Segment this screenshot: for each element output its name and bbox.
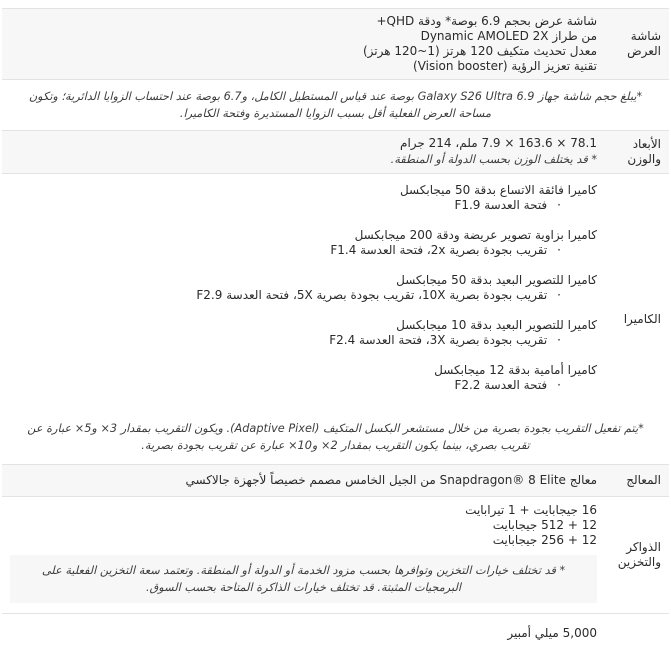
camera-item: [12, 273, 597, 303]
row-label-display: شاشة العرض: [627, 29, 661, 58]
row-dimensions: [2, 131, 669, 174]
camera-specs: [2, 174, 669, 393]
battery-value: 5,000 ميلي أمبير: [507, 626, 597, 640]
memory-option: 12 + 256 جيجابايت: [492, 533, 597, 547]
row-label-dimensions: الأبعاد والوزن: [627, 137, 661, 166]
row-battery: [2, 614, 669, 648]
memory-note-box: * قد تختلف خيارات التخزين وتوافرها بحسب مزود الخدمة أو الدولة أو المنطقة. وتعتمد سعة التخزين الفعلية على البرمجيات المثبتة. قد تختلف خيارات الذاكرة المتاحة بحسب السوق.: [10, 555, 597, 603]
dimensions-note: * قد يختلف الوزن بحسب الدولة أو المنطقة.: [390, 153, 597, 166]
battery-specs: [2, 614, 669, 648]
camera-item-bullet: · تقريب بجودة بصرية 3X، فتحة العدسة F2.4: [12, 333, 597, 348]
row-memory: [2, 497, 669, 614]
display-spec-line: شاشة عرض بحجم 6.9 بوصة* ودقة QHD+: [376, 14, 597, 28]
camera-item-bullet: · تقريب بجودة بصرية 2x، فتحة العدسة F1.4: [12, 243, 597, 258]
dimensions-value: 78.1 × 163.6 × 7.9 ملم، 214 جرام: [400, 136, 597, 150]
row-display: [2, 9, 669, 80]
row-label-battery: [599, 614, 669, 648]
camera-item-bullet: · فتحة العدسة F2.2: [12, 378, 597, 393]
row-processor: [2, 465, 669, 497]
memory-option: 16 جيجابايت + 1 تيرابايت: [465, 503, 597, 517]
camera-item: [12, 228, 597, 258]
display-footnote-row: *يبلغ حجم شاشة جهاز Galaxy S26 Ultra 6.9 بوصة عند قياس المستطيل الكامل، و6.7 بوصة عند احتساب الزوايا الدائرية؛ وتكون مساحة العرض الفعلية أقل بسبب الزوايا المستديرة وفتحة الكاميرا.: [2, 80, 669, 131]
processor-specs: [2, 465, 669, 496]
display-spec-line: تقنية تعزيز الرؤية (Vision booster): [413, 59, 597, 73]
camera-item-bullet: · تقريب بجودة بصرية 10X، تقريب بجودة بصرية 5X، فتحة العدسة F2.9: [12, 288, 597, 303]
processor-value: معالج Snapdragon® 8 Elite من الجيل الخامس مصمم خصيصاً لأجهزة جالاكسي: [185, 473, 597, 487]
memory-option: 12 + 512 جيجابايت: [492, 518, 597, 532]
memory-options: [2, 503, 597, 548]
camera-footnote: *يتم تفعيل التقريب بجودة بصرية من خلال مستشعر البكسل المتكيف (Adaptive Pixel). ويكون التقريب بمقدار 3× و5× عبارة عن تقريب بصري، بينما يكون التقريب بمقدار 2× و10× عبارة عن تقريب بجودة بصرية.: [27, 422, 644, 452]
spec-table: [2, 8, 669, 648]
camera-item-title: كاميرا للتصوير البعيد بدقة 50 ميجابكسل: [396, 273, 597, 287]
display-spec-line: من طراز Dynamic AMOLED 2X: [420, 29, 597, 43]
row-label-processor: المعالج: [626, 473, 661, 487]
camera-item-title: كاميرا بزاوية تصوير عريضة ودقة 200 ميجابكسل: [354, 228, 597, 242]
row-label-camera: الكاميرا: [623, 311, 661, 326]
camera-item: [12, 318, 597, 348]
camera-item: [12, 363, 597, 393]
dimensions-specs: [2, 131, 669, 173]
row-camera: [2, 174, 669, 465]
camera-item-bullet: · فتحة العدسة F1.9: [12, 198, 597, 213]
memory-specs: [2, 497, 669, 613]
camera-item-title: كاميرا للتصوير البعيد بدقة 10 ميجابكسل: [396, 318, 597, 332]
camera-item-title: كاميرا فائقة الاتساع بدقة 50 ميجابكسل: [399, 183, 597, 197]
camera-item-title: كاميرا أمامية بدقة 12 ميجابكسل: [434, 363, 597, 377]
camera-item: [12, 183, 597, 213]
display-spec-line: معدل تحديث متكيف 120 هرتز (1~120 هرتز): [362, 44, 597, 58]
row-label-memory: الذواكر والتخزين: [617, 540, 661, 569]
display-specs: [2, 9, 669, 79]
